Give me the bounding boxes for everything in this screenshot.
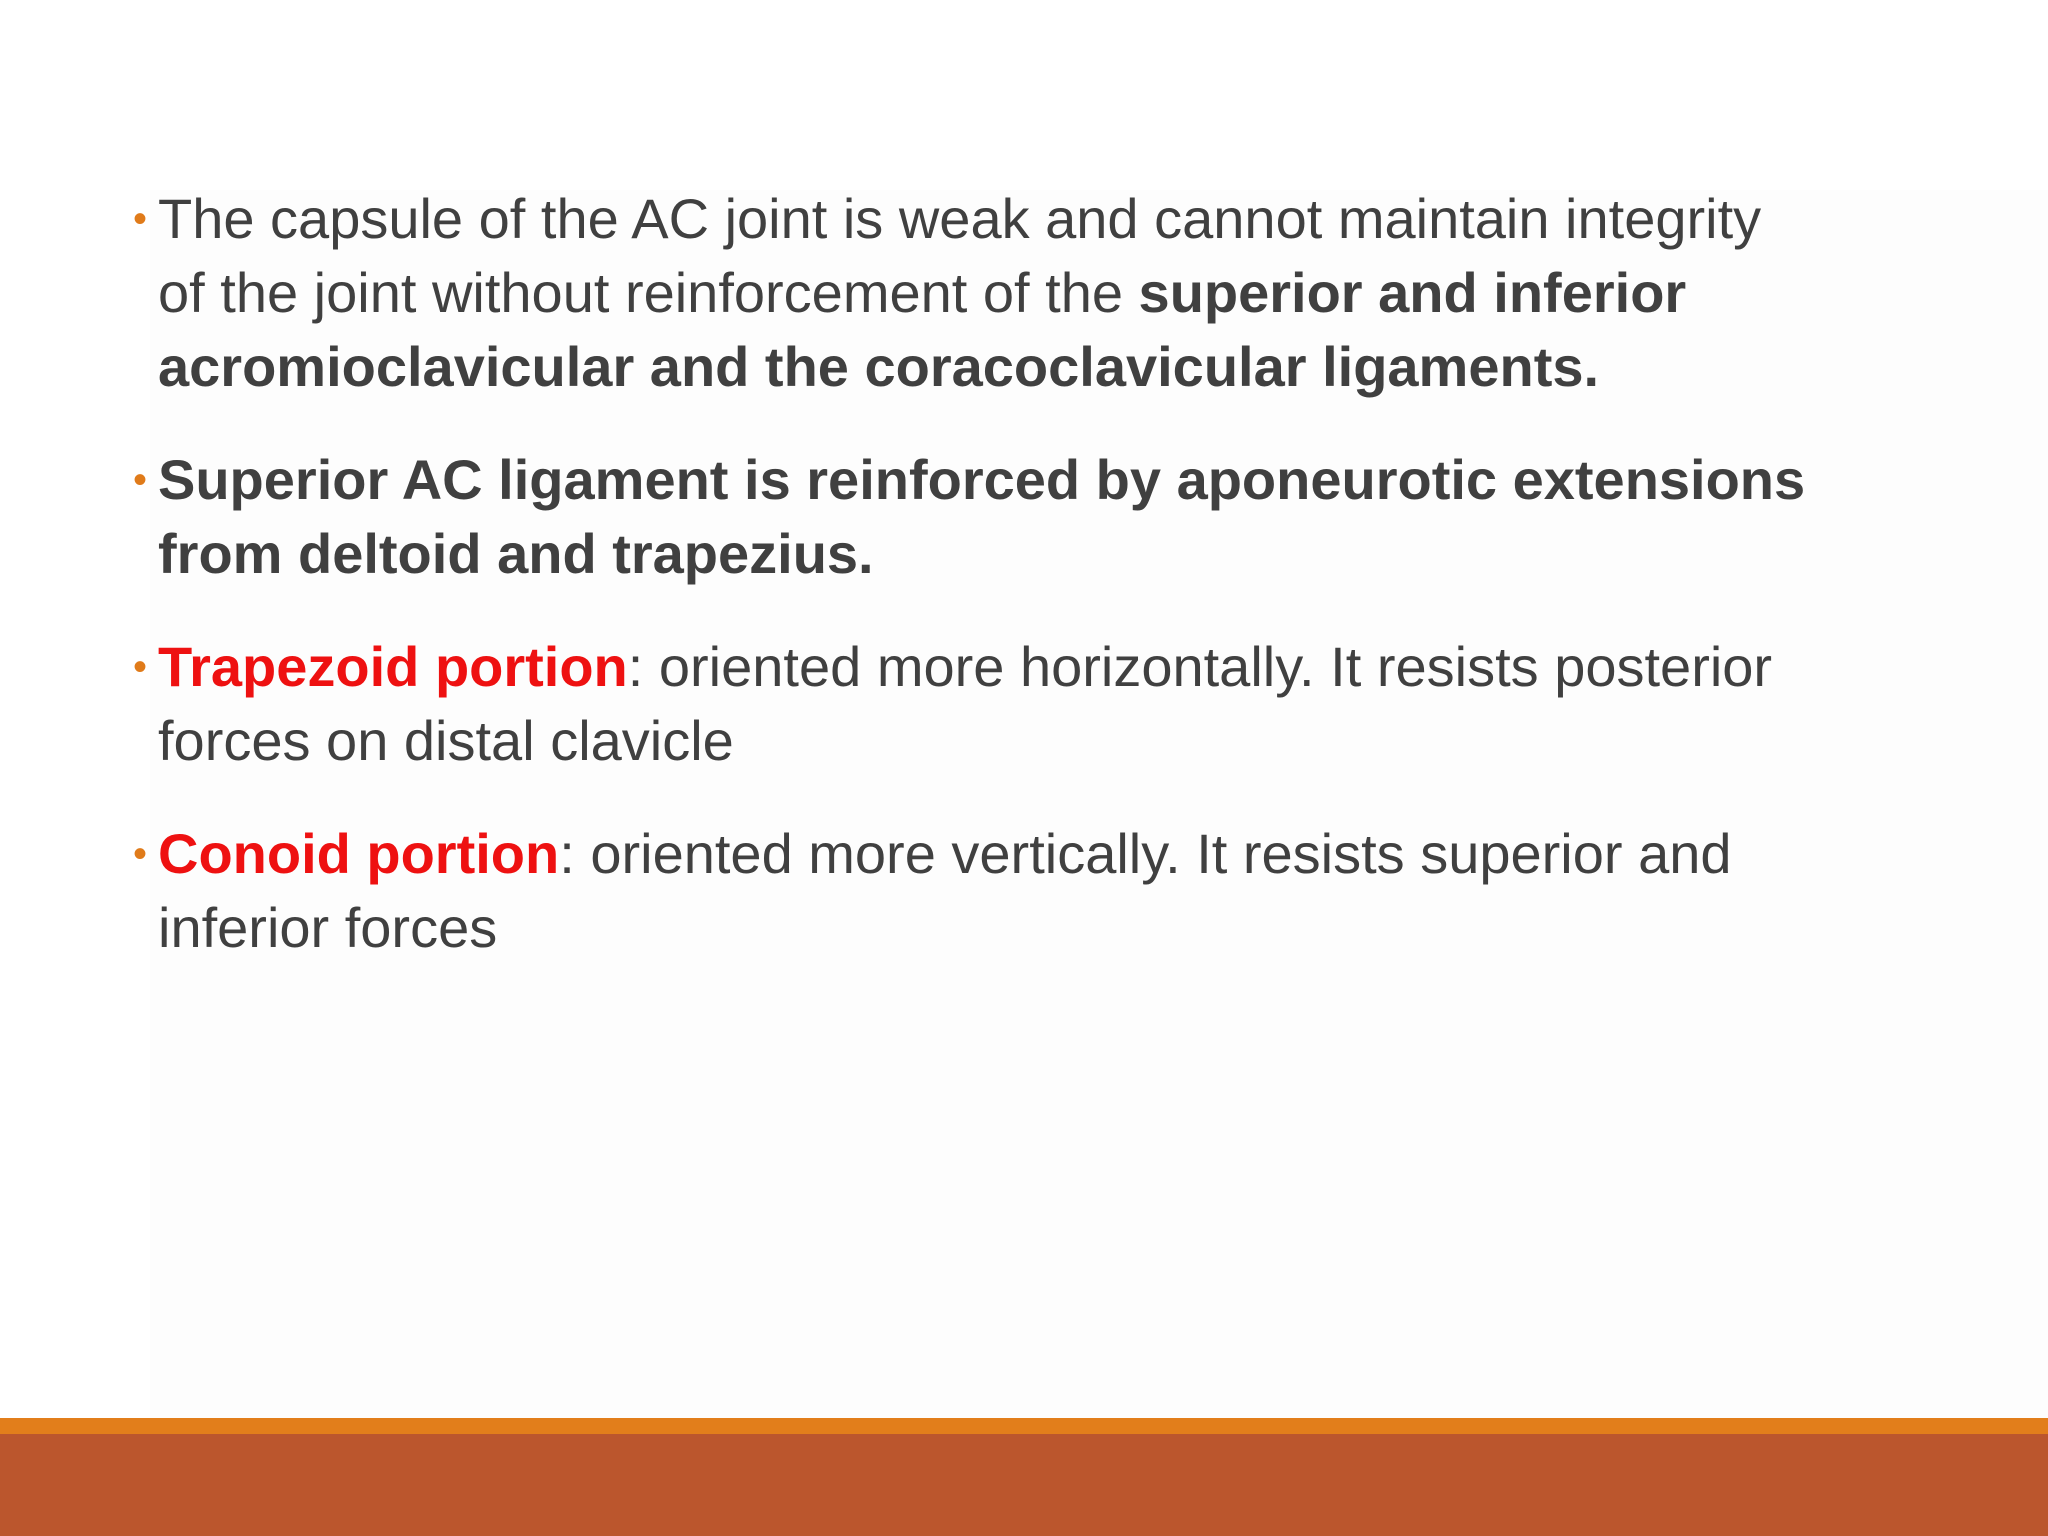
bullet-item-capsule	[133, 182, 1813, 404]
conoid-description: : oriented more vertically. It resists superior and inferior forces	[158, 822, 1732, 959]
bullet-icon: •	[133, 197, 148, 241]
trapezoid-description: : oriented more horizontally. It resists posterior forces on distal clavicle	[158, 635, 1773, 772]
ligaments-text: superior and inferior acromioclavicular and the coracoclavicular ligaments.	[158, 261, 1687, 398]
bullet-list	[133, 182, 1813, 1004]
bullet-item-trapezoid	[133, 630, 1813, 778]
superior-ac-ligament-text: Superior AC ligament is reinforced by aponeurotic extensions from deltoid and trapezius.	[158, 448, 1806, 585]
footer-band	[0, 1434, 2048, 1536]
capsule-text: The capsule of the AC joint is weak and cannot maintain integrity of the joint without reinforcement of the	[158, 187, 1762, 324]
bullet-icon: •	[133, 832, 148, 876]
conoid-term: Conoid portion	[158, 822, 560, 885]
footer-accent-line	[0, 1418, 2048, 1434]
bullet-item-superior-ac-ligament	[133, 443, 1813, 591]
bullet-icon: •	[133, 645, 148, 689]
bullet-icon: •	[133, 458, 148, 502]
trapezoid-term: Trapezoid portion	[158, 635, 628, 698]
bullet-item-conoid	[133, 817, 1813, 965]
